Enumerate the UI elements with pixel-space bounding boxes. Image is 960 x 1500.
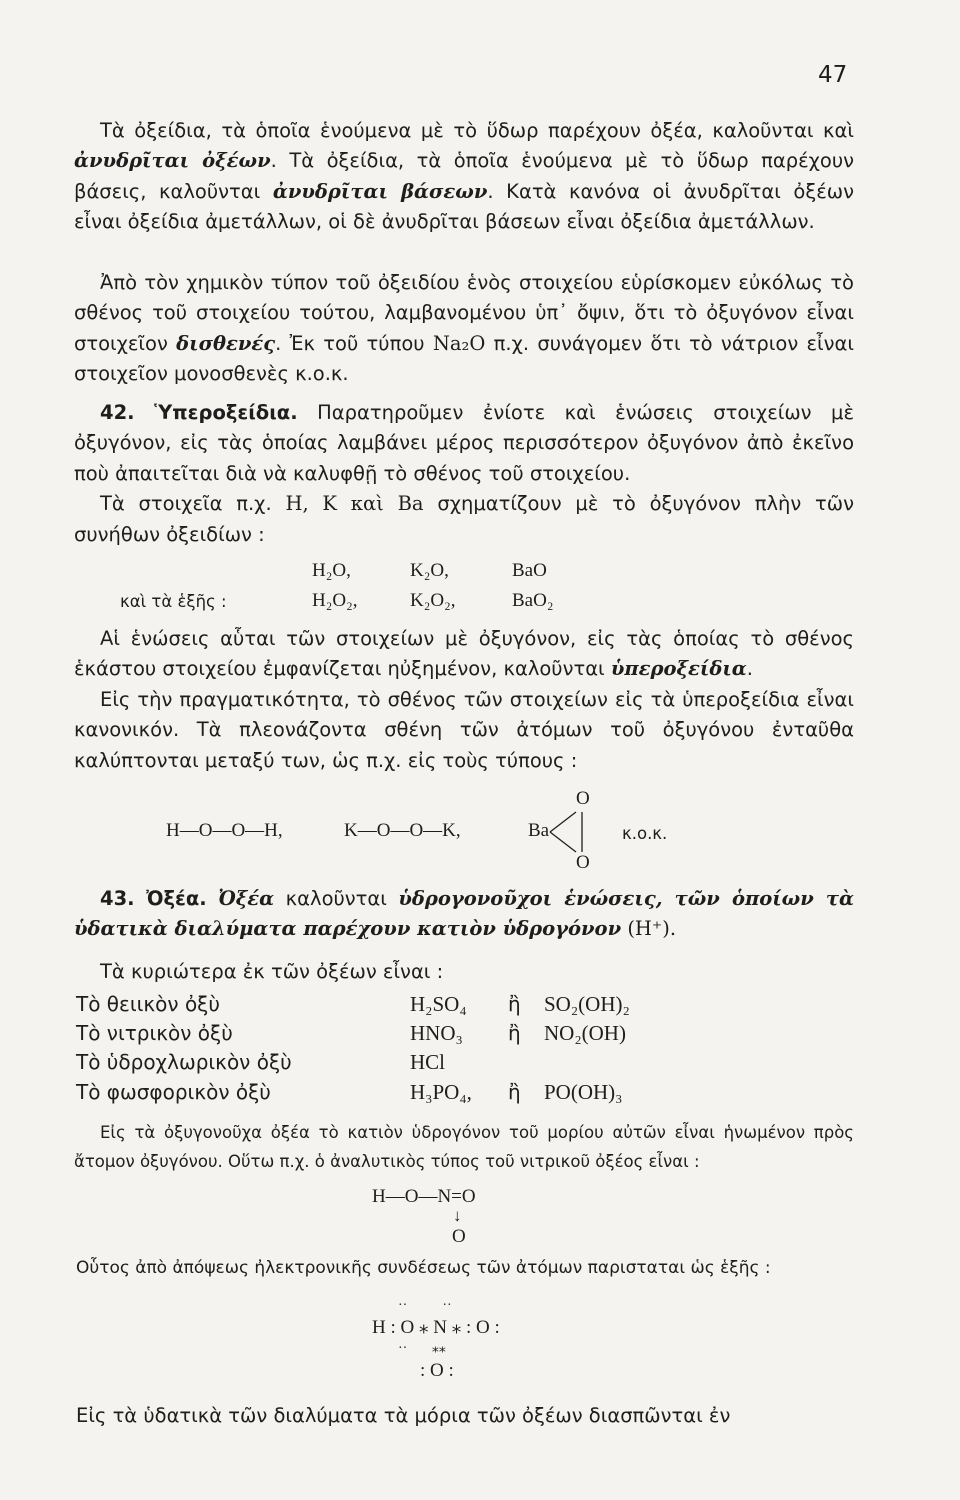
formula-paragraph <box>74 268 854 390</box>
peroxide-h2o2: H₂O₂, <box>312 590 358 611</box>
term-acid-anhydrides: ἀνυδρῖται ὀξέων <box>74 149 271 173</box>
term-peroxides: ὑπεροξείδια <box>610 657 747 681</box>
lewis-bottom: : O : <box>420 1360 454 1381</box>
formula-text-1: Ἀπὸ τὸν χημικὸν τύπον τοῦ ὀξειδίου ἑνὸς στοιχείου εὑρίσκομεν εὐκόλως τὸ σθένος τοῦ στοιχείου τούτου, λαμβανομένου ὑπ᾽ ὄψιν, ὅτι τὸ ὀξυγόνον εἶναι στοιχεῖον <box>74 271 854 355</box>
acid-or: ἢ <box>508 1080 521 1104</box>
page-number: 47 <box>818 62 848 88</box>
lewis-main: H : O ⁎ N ⁎ : O : <box>372 1317 500 1338</box>
acid-or: ἢ <box>508 1021 521 1045</box>
section-43 <box>74 884 854 945</box>
electronic-intro: Οὗτος ἀπὸ ἀπόψεως ἠλεκτρονικῆς συνδέσεως τῶν ἀτόμων παρισταται ὡς ἑξῆς : <box>76 1258 771 1278</box>
term-divalent: δισθενές <box>176 331 276 355</box>
section-42-text-2b: σχηματίζουν μὲ τὸ ὀξυγόνον πλὴν τῶν συνήθων ὀξειδίων : <box>74 492 854 546</box>
term-acids: Ὀξέα <box>218 887 275 910</box>
lewis-mid-dots: ·· ⁎⁎ <box>398 1341 446 1356</box>
oxide-k2o: K₂O, <box>410 560 449 581</box>
acid-alt-formula: SO₂(OH)₂ <box>544 992 630 1016</box>
structure-kook: K—O—O—K, <box>344 820 461 841</box>
section-42 <box>74 398 854 550</box>
acid-formula: HCl <box>410 1050 446 1074</box>
section-42-elements: H, K καὶ Ba <box>285 492 424 516</box>
acids-intro: Τὰ κυριώτερα ἐκ τῶν ὀξέων εἶναι : <box>100 960 444 983</box>
term-base-anhydrides: ἀνυδρῖται βάσεων <box>272 179 488 203</box>
peroxide-bao2: BaO₂ <box>512 590 554 611</box>
section-42-text: Παρατηροῦμεν ἐνίοτε καὶ ἑνώσεις στοιχείων μὲ ὀξυγόνον, εἰς τὰς ὁποίας λαμβάνει μέρος περισσότερον ὀξυγόνον ἀπὸ ἐκεῖνο ποὺ ἀπαιτεῖται διὰ νὰ καλυφθῇ τὸ σθένος τοῦ στοιχείου. <box>74 401 855 485</box>
structures-etc: κ.ο.κ. <box>622 824 668 843</box>
structure-hooh: H—O—O—H, <box>166 820 283 841</box>
acid-definition: ὑδρογονοῦχοι ἑνώσεις, τῶν ὁποίων τὰ ὑδατικὰ διαλύματα παρέχουν κατιὸν ὑδρογόνον <box>74 887 855 941</box>
acid-name: Τὸ φωσφορικὸν ὀξὺ <box>76 1080 271 1104</box>
formula-text-3: π.χ. συνάγομεν ὅτι τὸ νάτριον εἶναι στοιχεῖον μονοσθενὲς κ.ο.κ. <box>74 331 854 386</box>
peroxide-text-3: Εἰς τὴν πραγματικότητα, τὸ σθένος τῶν στοιχείων εἰς τὰ ὑπεροξείδια εἶναι κανονικόν. Τὰ πλεονάζοντα σθένη τῶν ἀτόμων τοῦ ὀξυγόνου ἐνταῦθα καλύπτονται μεταξύ των, ὡς π.χ. εἰς τοὺς τύπους : <box>74 687 854 772</box>
nitric-arrow: ↓ <box>453 1206 462 1225</box>
peroxide-k2o2: K₂O₂, <box>410 590 456 611</box>
structure-ba-o-bottom: O <box>576 852 590 873</box>
formula-text-2: . Ἐκ τοῦ τύπου <box>275 331 433 355</box>
acid-alt-formula: NO₂(OH) <box>544 1021 626 1045</box>
lewis-top-dots: ·· ·· <box>398 1298 452 1313</box>
section-43-number: 43. <box>100 887 135 910</box>
acid-formula: HNO₃ <box>410 1021 463 1045</box>
structure-ba-bonds <box>546 806 586 858</box>
intro-text-2: . Τὰ ὀξείδια, τὰ ὁποῖα ἑνούμενα μὲ τὸ ὕδωρ παρέχουν βάσεις, καλοῦνται <box>74 149 854 203</box>
section-42-number: 42. <box>100 401 135 424</box>
oxide-h2o: H₂O, <box>312 560 351 581</box>
hydrogen-ion: (H⁺). <box>627 917 677 941</box>
peroxide-paragraph <box>74 624 854 776</box>
acid-name: Τὸ νιτρικὸν ὀξὺ <box>76 1021 233 1045</box>
section-42-title: Ὑπεροξείδια. <box>154 401 298 424</box>
structure-ba: Ba <box>528 820 550 841</box>
formula-na2o: Na₂O <box>432 331 486 355</box>
peroxide-text-1: Αἱ ἑνώσεις αὗται τῶν στοιχείων μὲ ὀξυγόνον, εἰς τὰς ὁποίας τὸ σθένος ἑκάστου στοιχείου ἐμφανίζεται ηὐξημένον, καλοῦνται <box>74 627 854 681</box>
acid-or: ἢ <box>508 992 521 1016</box>
nitric-o: O <box>452 1226 466 1247</box>
section-42-text-2a: Τὰ στοιχεῖα π.χ. <box>100 492 286 516</box>
peroxides-label: καὶ τὰ ἑξῆς : <box>120 592 227 611</box>
oxyacid-paragraph <box>74 1118 854 1176</box>
section-43-text: καλοῦνται <box>274 887 399 910</box>
peroxide-text-2: . <box>746 657 753 681</box>
nitric-chain: H—O—N=O <box>372 1186 476 1207</box>
section-43-title: Ὀξέα. <box>146 887 207 910</box>
intro-text-3: . Κατὰ κανόνα οἱ ἀνυδρῖται ὀξέων εἶναι ὀξείδια ἀμετάλλων, οἱ δὲ ἀνυδρῖται βάσεων εἶναι ὀξείδια ἀμετάλλων. <box>74 179 854 234</box>
acid-formula: H₂SO₄ <box>410 992 467 1016</box>
oxyacid-text: Εἰς τὰ ὀξυγονοῦχα ὀξέα τὸ κατιὸν ὑδρογόνον τοῦ μορίου αὐτῶν εἶναι ἡνωμένον πρὸς ἄτομον ὀξυγόνου. Οὕτω π.χ. ὁ ἀναλυτικὸς τύπος τοῦ νιτρικοῦ ὀξέος εἶναι : <box>74 1123 854 1171</box>
acid-name: Τὸ θειικὸν ὀξὺ <box>76 992 220 1016</box>
oxide-bao: BaO <box>512 560 547 581</box>
intro-text-1: Τὰ ὀξείδια, τὰ ὁποῖα ἑνούμενα μὲ τὸ ὕδωρ παρέχουν ὀξέα, καλοῦνται καὶ <box>100 119 854 142</box>
acid-name: Τὸ ὑδροχλωρικὸν ὀξὺ <box>76 1050 292 1074</box>
acid-formula: H₃PO₄, <box>410 1080 472 1104</box>
last-line: Εἰς τὰ ὑδατικὰ τῶν διαλύματα τὰ μόρια τῶν ὀξέων διασπῶνται ἐν <box>76 1404 731 1427</box>
structure-ba-o-top: O <box>576 788 590 809</box>
intro-paragraph <box>74 116 854 238</box>
acid-alt-formula: PO(OH)₃ <box>544 1080 623 1104</box>
